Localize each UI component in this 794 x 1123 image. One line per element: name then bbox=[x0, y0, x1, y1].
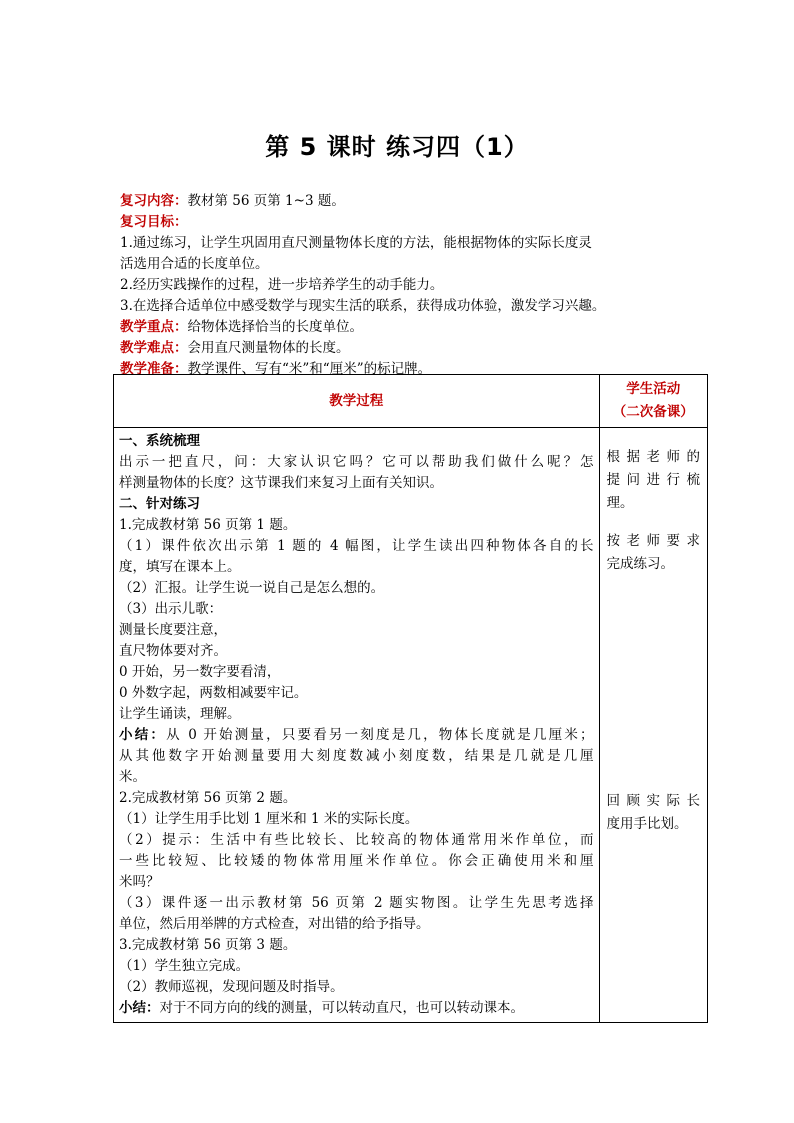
process-line bbox=[119, 704, 594, 725]
process-line-text: 1.完成教材第 56 页第 1 题。 bbox=[119, 517, 297, 533]
process-line-text: 从其他数字开始测量要用大刻度数减小刻度数，结果是几就是几厘 bbox=[119, 748, 594, 764]
process-line-text: 一些比较短、比较矮的物体常用厘米作单位。你会正确使用米和厘 bbox=[119, 853, 594, 869]
review-content-text: 教材第 56 页第 1~3 题。 bbox=[187, 193, 345, 209]
process-line-text: 米吗？ bbox=[119, 874, 160, 890]
activity-note-1 bbox=[607, 446, 700, 515]
process-line bbox=[119, 620, 594, 641]
key-point-text: 给物体选择恰当的长度单位。 bbox=[187, 319, 363, 335]
process-line-text: （1）让学生用手比划 1 厘米和 1 米的实际长度。 bbox=[119, 811, 419, 827]
process-line bbox=[119, 641, 594, 662]
lesson-intro bbox=[120, 191, 720, 380]
process-line-text: 2.完成教材第 56 页第 2 题。 bbox=[119, 790, 297, 806]
preparation-text: 教学课件、写有“米”和“厘米”的标记牌。 bbox=[187, 361, 432, 377]
header-activity-line1: 学生活动 bbox=[626, 381, 681, 397]
process-line-text: （3）课件逐一出示教材第 56 页第 2 题实物图。让学生先思考选择 bbox=[119, 895, 594, 911]
process-line bbox=[119, 599, 594, 620]
process-line bbox=[119, 956, 594, 977]
activity-note-2 bbox=[607, 530, 700, 576]
activity-cell bbox=[599, 428, 707, 1023]
process-line-text: 直尺物体要对齐。 bbox=[119, 643, 227, 659]
process-line-text: 单位，然后用举牌的方式检查，对出错的给予指导。 bbox=[119, 916, 430, 932]
process-line bbox=[119, 977, 594, 998]
table-header-row bbox=[114, 375, 708, 428]
table-body-row bbox=[114, 428, 708, 1023]
goal-3: 3.在选择合适单位中感受数学与现实生活的联系，获得成功体验，激发学习兴趣。 bbox=[120, 298, 606, 314]
process-line bbox=[119, 494, 594, 515]
process-line-text: （1）学生独立完成。 bbox=[119, 958, 250, 974]
process-line bbox=[119, 452, 594, 473]
preparation-label: 教学准备： bbox=[120, 361, 188, 377]
process-line-text: 二、针对练习 bbox=[119, 496, 200, 512]
process-line bbox=[119, 809, 594, 830]
process-line bbox=[119, 473, 594, 494]
process-line bbox=[119, 872, 594, 893]
process-line-text: 一、系统梳理 bbox=[119, 433, 200, 449]
process-line-text: 米。 bbox=[119, 769, 146, 785]
process-line-text: 测量长度要注意， bbox=[119, 622, 227, 638]
process-line bbox=[119, 788, 594, 809]
process-line bbox=[119, 683, 594, 704]
goal-1-line1: 1.通过练习，让学生巩固用直尺测量物体长度的方法，能根据物体的实际长度灵 bbox=[120, 235, 592, 251]
activity-note-line: 理。 bbox=[606, 495, 634, 511]
process-line bbox=[119, 557, 594, 578]
process-line bbox=[119, 578, 594, 599]
process-line-text: 对于不同方向的线的测量，可以转动直尺，也可以转动课本。 bbox=[159, 1000, 524, 1016]
process-line-text: （2）教师巡视，发现问题及时指导。 bbox=[119, 979, 344, 995]
process-line-text: 从 0 开始测量，只要看另一刻度是几，物体长度就是几厘米； bbox=[166, 727, 594, 743]
activity-note-line: 按老师要求 bbox=[606, 533, 700, 549]
process-line bbox=[119, 431, 594, 452]
process-line-text: （2）汇报。让学生说一说自己是怎么想的。 bbox=[119, 580, 385, 596]
review-goals-heading bbox=[120, 212, 720, 233]
lesson-table bbox=[113, 374, 708, 1023]
summary-label: 小结： bbox=[119, 727, 167, 743]
process-line bbox=[119, 851, 594, 872]
process-line-text: （1）课件依次出示第 1 题的 4 幅图，让学生读出四种物体各自的长 bbox=[119, 538, 594, 554]
process-line-text: （3）出示儿歌： bbox=[119, 601, 223, 617]
activity-note-line: 提问进行梳 bbox=[606, 472, 700, 488]
header-activity-line2: （二次备课） bbox=[612, 404, 694, 420]
process-line bbox=[119, 662, 594, 683]
difficulty bbox=[120, 338, 720, 359]
review-goals-label: 复习目标： bbox=[120, 214, 188, 230]
header-activity bbox=[599, 375, 707, 428]
key-point bbox=[120, 317, 720, 338]
page-title: 第 5 课时 练习四（1） bbox=[265, 133, 529, 161]
process-cell bbox=[114, 428, 600, 1023]
key-point-label: 教学重点： bbox=[120, 319, 188, 335]
summary-label: 小结： bbox=[119, 1000, 160, 1016]
review-content bbox=[120, 191, 720, 212]
goal-1-line2: 活选用合适的长度单位。 bbox=[120, 256, 269, 272]
activity-note-3 bbox=[607, 790, 700, 836]
process-line bbox=[119, 746, 594, 767]
process-line bbox=[119, 830, 594, 851]
process-line bbox=[119, 725, 594, 746]
header-process: 教学过程 bbox=[114, 375, 600, 428]
process-line-text: 出示一把直尺，问：大家认识它吗？它可以帮助我们做什么呢？怎 bbox=[119, 454, 594, 470]
process-line bbox=[119, 914, 594, 935]
process-line bbox=[119, 536, 594, 557]
process-line-text: 让学生诵读，理解。 bbox=[119, 706, 241, 722]
process-line bbox=[119, 893, 594, 914]
process-line-text: 样测量物体的长度？这节课我们来复习上面有关知识。 bbox=[119, 475, 443, 491]
process-line bbox=[119, 515, 594, 536]
process-line-text: 3.完成教材第 56 页第 3 题。 bbox=[119, 937, 297, 953]
process-line-text: 0 开始，另一数字要看清， bbox=[119, 664, 281, 680]
activity-note-line: 回顾实际长 bbox=[606, 793, 700, 809]
activity-note-line: 完成练习。 bbox=[606, 556, 675, 572]
difficulty-text: 会用直尺测量物体的长度。 bbox=[187, 340, 350, 356]
process-line bbox=[119, 935, 594, 956]
review-content-label: 复习内容： bbox=[120, 193, 188, 209]
process-line-text: （2）提示：生活中有些比较长、比较高的物体通常用米作单位，而 bbox=[119, 832, 594, 848]
process-line bbox=[119, 998, 594, 1019]
goal-2: 2.经历实践操作的过程，进一步培养学生的动手能力。 bbox=[120, 277, 444, 293]
process-line-text: 度，填写在课本上。 bbox=[119, 559, 241, 575]
process-line-text: 0 外数字起，两数相减要牢记。 bbox=[119, 685, 308, 701]
difficulty-label: 教学难点： bbox=[120, 340, 188, 356]
process-line bbox=[119, 767, 594, 788]
activity-note-line: 根据老师的 bbox=[606, 449, 700, 465]
activity-note-line: 度用手比划。 bbox=[606, 816, 688, 832]
